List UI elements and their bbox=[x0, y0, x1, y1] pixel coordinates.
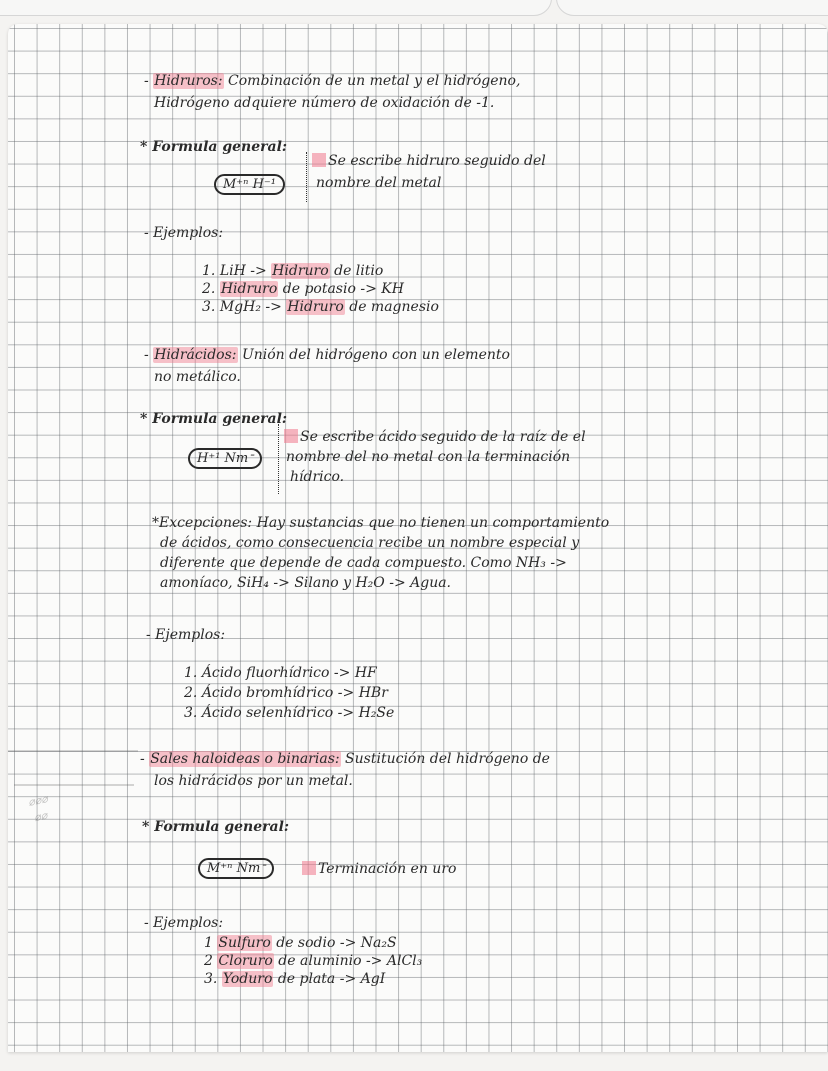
warning-icon bbox=[302, 861, 316, 877]
bleed-through-line bbox=[8, 750, 138, 752]
formula1-heading: * Formula general: bbox=[140, 139, 288, 155]
ejemplo3-item-1: 1 Sulfuro de sodio -> Na₂S bbox=[204, 935, 397, 951]
formula1-note-line2: nombre del metal bbox=[316, 175, 442, 191]
formula2-heading: * Formula general: bbox=[140, 411, 288, 427]
hidracidos-definition: - Hidrácidos: Unión del hidrógeno con un elemento bbox=[144, 347, 510, 363]
sales-term: Sales haloideas o binarias: bbox=[150, 751, 340, 767]
ejemplos3-heading: - Ejemplos: bbox=[144, 915, 224, 931]
hidracidos-term: Hidrácidos: bbox=[154, 347, 237, 363]
ejemplo2-item-1: 1. Ácido fluorhídrico -> HF bbox=[184, 665, 377, 681]
formula3-note: Terminación en uro bbox=[302, 860, 456, 878]
hidruros-definition: - Hidruros: Combinación de un metal y el hidrógeno, bbox=[144, 73, 521, 89]
ejemplo1-item-1: 1. LiH -> Hidruro de litio bbox=[202, 263, 384, 279]
formula2-note-line3: hídrico. bbox=[290, 469, 345, 485]
graph-paper-sheet bbox=[8, 24, 828, 1052]
formula2-separator bbox=[278, 424, 279, 494]
bleed-through-line bbox=[14, 784, 134, 786]
formula3-heading: * Formula general: bbox=[142, 819, 290, 835]
ejemplo1-item-2: 2. Hidruro de potasio -> KH bbox=[202, 281, 404, 297]
ejemplos1-heading: - Ejemplos: bbox=[144, 225, 224, 241]
ejemplo2-item-3: 3. Ácido selenhídrico -> H₂Se bbox=[184, 705, 395, 721]
hidruros-term: Hidruros: bbox=[154, 73, 223, 89]
warning-icon bbox=[284, 429, 298, 445]
ejemplo1-item-3: 3. MgH₂ -> Hidruro de magnesio bbox=[202, 299, 439, 315]
previous-page-edge bbox=[0, 0, 552, 16]
excepciones-line4: amoníaco, SiH₄ -> Silano y H₂O -> Agua. bbox=[160, 575, 452, 591]
formula3-box: M⁺ⁿ Nmᐨ bbox=[198, 858, 274, 879]
formula1-note-line1: Se escribe hidruro seguido del bbox=[312, 152, 546, 170]
previous-page-edge-right bbox=[556, 0, 828, 16]
bleed-through-scribble: ⌀⌀⌀ bbox=[26, 792, 50, 809]
formula1-separator bbox=[306, 152, 307, 202]
sales-definition-line2: los hidrácidos por un metal. bbox=[154, 773, 353, 789]
formula1-box: M⁺ⁿ H⁻¹ bbox=[214, 174, 285, 195]
ejemplo2-item-2: 2. Ácido bromhídrico -> HBr bbox=[184, 685, 388, 701]
formula2-note-line2: nombre del no metal con la terminación bbox=[286, 449, 571, 465]
hidruros-definition-line2: Hidrógeno adquiere número de oxidación de -1. bbox=[154, 95, 495, 111]
excepciones-line2: de ácidos, como consecuencia recibe un nombre especial y bbox=[160, 535, 580, 551]
sales-definition: - Sales haloideas o binarias: Sustitución del hidrógeno de bbox=[140, 751, 550, 767]
ejemplo3-item-2: 2 Cloruro de aluminio -> AlCl₃ bbox=[204, 953, 423, 969]
bleed-through-scribble: ⌀⌀ bbox=[32, 808, 49, 825]
excepciones-line1: *Excepciones: Hay sustancias que no tienen un comportamiento bbox=[152, 515, 610, 531]
warning-icon bbox=[312, 153, 326, 169]
formula2-note-line1: Se escribe ácido seguido de la raíz de el bbox=[284, 428, 586, 446]
formula2-box: H⁺¹ Nmᐨ bbox=[188, 448, 262, 469]
ejemplos2-heading: - Ejemplos: bbox=[146, 627, 226, 643]
excepciones-line3: diferente que depende de cada compuesto. Como NH₃ -> bbox=[160, 555, 567, 571]
ejemplo3-item-3: 3. Yoduro de plata -> AgI bbox=[204, 971, 386, 987]
hidracidos-definition-line2: no metálico. bbox=[154, 369, 241, 385]
